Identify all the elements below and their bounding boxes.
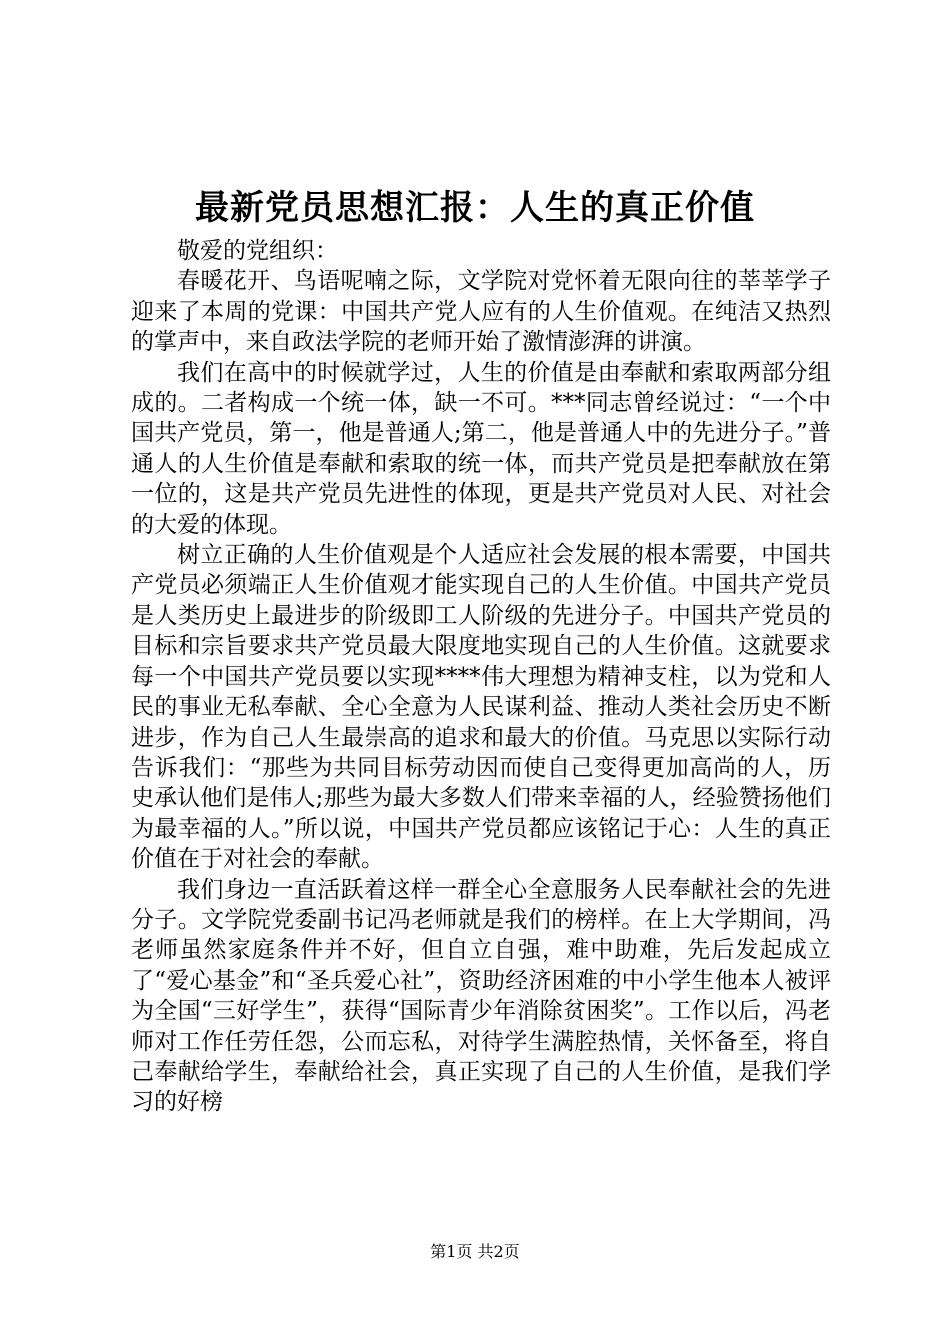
document-title: 最新党员思想汇报：人生的真正价值 [195,188,755,228]
salutation: 敬爱的党组织： [177,238,338,264]
paragraph: 树立正确的人生价值观是个人适应社会发展的根本需要，中国共产党员必须端正人生价值观才能实现自己的人生价值。中国共产党员是人类历史上最进步的阶级即工人阶级的先进分子。中国共产党员的目标和宗旨要求共产党员最大限度地实现自己的人生价值。这就要求每一个中国共产党员要以实现****伟大理想为精神支柱，以为党和人民的事业无私奉献、全心全意为人民谋利益、推动人类社会历史不断进步，作为自己人生最崇高的追求和最大的价值。马克思以实际行动告诉我们：“那些为共同目标劳动因而使自己变得更加高尚的人，历史承认他们是伟人;那些为最大多数人们带来幸福的人，经验赞扬他们为最幸福的人。”所以说，中国共产党员都应该铭记于心：人生的真正价值在于对社会的奉献。 [131,542,831,873]
page-number-footer: 第1页 共2页 [430,1242,520,1261]
paragraph: 我们在高中的时候就学过，人生的价值是由奉献和索取两部分组成的。二者构成一个统一体，缺一不可。***同志曾经说过：“一个中国共产党员，第一，他是普通人;第二，他是普通人中的先进分子。”普通人的人生价值是奉献和索取的统一体，而共产党员是把奉献放在第一位的，这是共产党员先进性的体现，更是共产党员对人民、对社会的大爱的体现。 [131,359,831,538]
paragraph: 春暖花开、鸟语呢喃之际，文学院对党怀着无限向往的莘莘学子迎来了本周的党课：中国共产党人应有的人生价值观。在纯洁又热烈的掌声中，来自政法学院的老师开始了激情澎湃的讲演。 [131,268,831,356]
document-body [131,236,831,1118]
paragraph: 我们身边一直活跃着这样一群全心全意服务人民奉献社会的先进分子。文学院党委副书记冯老师就是我们的榜样。在上大学期间，冯老师虽然家庭条件并不好，但自立自强，难中助难，先后发起成立了“爱心基金”和“圣兵爱心社”，资助经济困难的中小学生他本人被评为全国“三好学生”，获得“国际青少年消除贫困奖”。工作以后，冯老师对工作任劳任怨，公而忘私，对待学生满腔热情，关怀备至，将自己奉献给学生，奉献给社会，真正实现了自己的人生价值，是我们学习的好榜 [131,876,831,1116]
